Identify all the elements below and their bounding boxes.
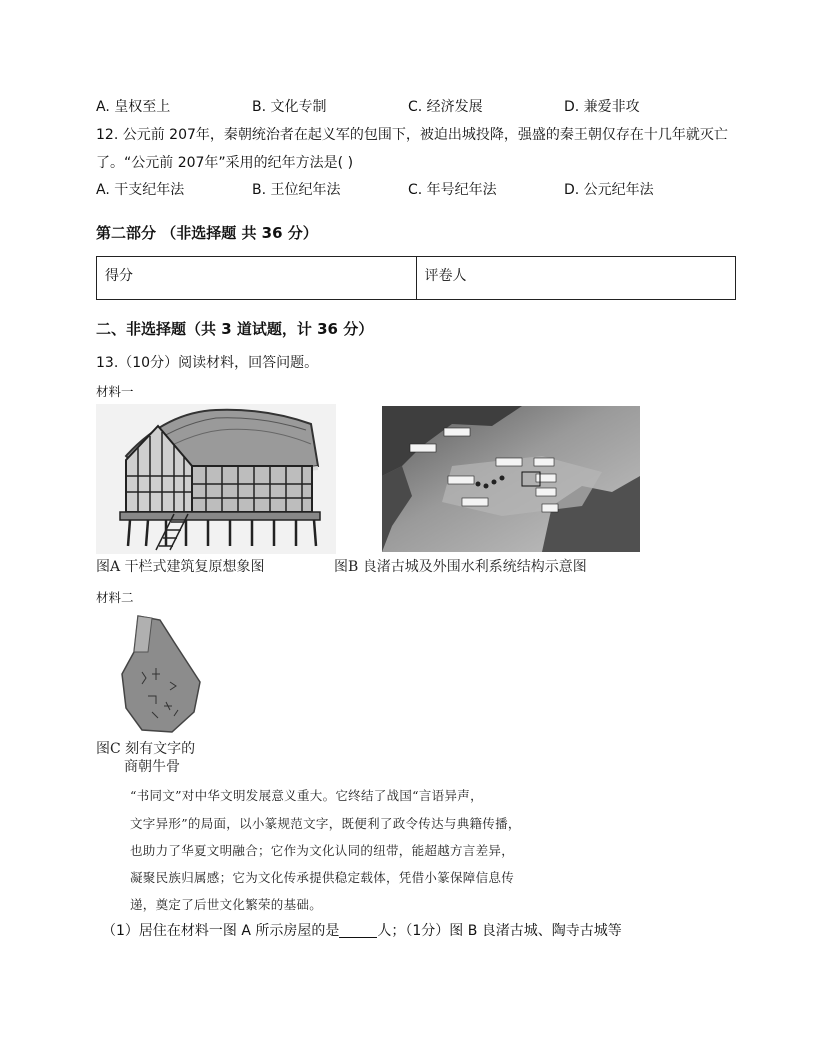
q12-option-b: B. 王位纪年法 [252,182,341,198]
q12-option-a: A. 干支纪年法 [96,182,185,198]
figure-a-caption: 图A 干栏式建筑复原想象图 [96,559,265,575]
figure-c-oracle-bone [112,612,212,736]
figure-b-caption: 图B 良渚古城及外围水利系统结构示意图 [334,559,587,575]
sub-question-1-part-a: （1）居住在材料一图 A 所示房屋的是 [102,923,340,939]
q12-option-c: C. 年号纪年法 [408,182,497,198]
quote-line-2: 文字异形”的局面，以小篆规范文字，既便利了政令传达与典籍传播， [130,816,521,831]
material1-label: 材料一 [96,384,134,399]
q12-stem-line2: 了。“公元前 207年”采用的纪年方法是( ) [96,155,354,171]
part2-title: 第二部分 （非选择题 共 36 分） [96,224,318,242]
q11-option-c: C. 经济发展 [408,99,483,115]
answer-blank[interactable] [339,923,377,938]
sub-question-1 [102,920,622,940]
sub-question-1-part-b: 人；（1分）图 B 良渚古城、陶寺古城等 [377,923,622,939]
q12-stem-line1: 12. 公元前 207年，秦朝统治者在起义军的包围下，被迫出城投降，强盛的秦王朝仅存在十几年就灭亡 [96,127,728,143]
q12-option-d: D. 公元纪年法 [564,182,654,198]
figure-c-caption-line1: 图C 刻有文字的 [96,741,196,757]
quote-line-3: 也助力了华夏文明融合；它作为文化认同的纽带，能超越方言差异， [130,843,515,858]
figure-b-map [382,406,640,552]
grader-cell: 评卷人 [416,257,736,299]
quote-line-1: “书同文”对中华文明发展意义重大。它终结了战国“言语异声， [130,788,483,803]
figure-c-caption-line2: 商朝牛骨 [124,759,180,775]
section2-title: 二、非选择题（共 3 道试题，计 36 分） [96,320,374,338]
quote-line-5: 递，奠定了后世文化繁荣的基础。 [130,897,323,912]
q13-stem: 13.（10分）阅读材料，回答问题。 [96,355,319,371]
material2-label: 材料二 [96,590,134,605]
q11-option-b: B. 文化专制 [252,99,327,115]
q11-option-d: D. 兼爱非攻 [564,99,640,115]
quote-line-4: 凝聚民族归属感；它为文化传承提供稳定载体，凭借小篆保障信息传 [130,870,515,885]
score-cell: 得分 [105,268,133,284]
figure-a-stilt-house [96,404,336,554]
score-table [96,256,736,300]
q11-option-a: A. 皇权至上 [96,99,171,115]
